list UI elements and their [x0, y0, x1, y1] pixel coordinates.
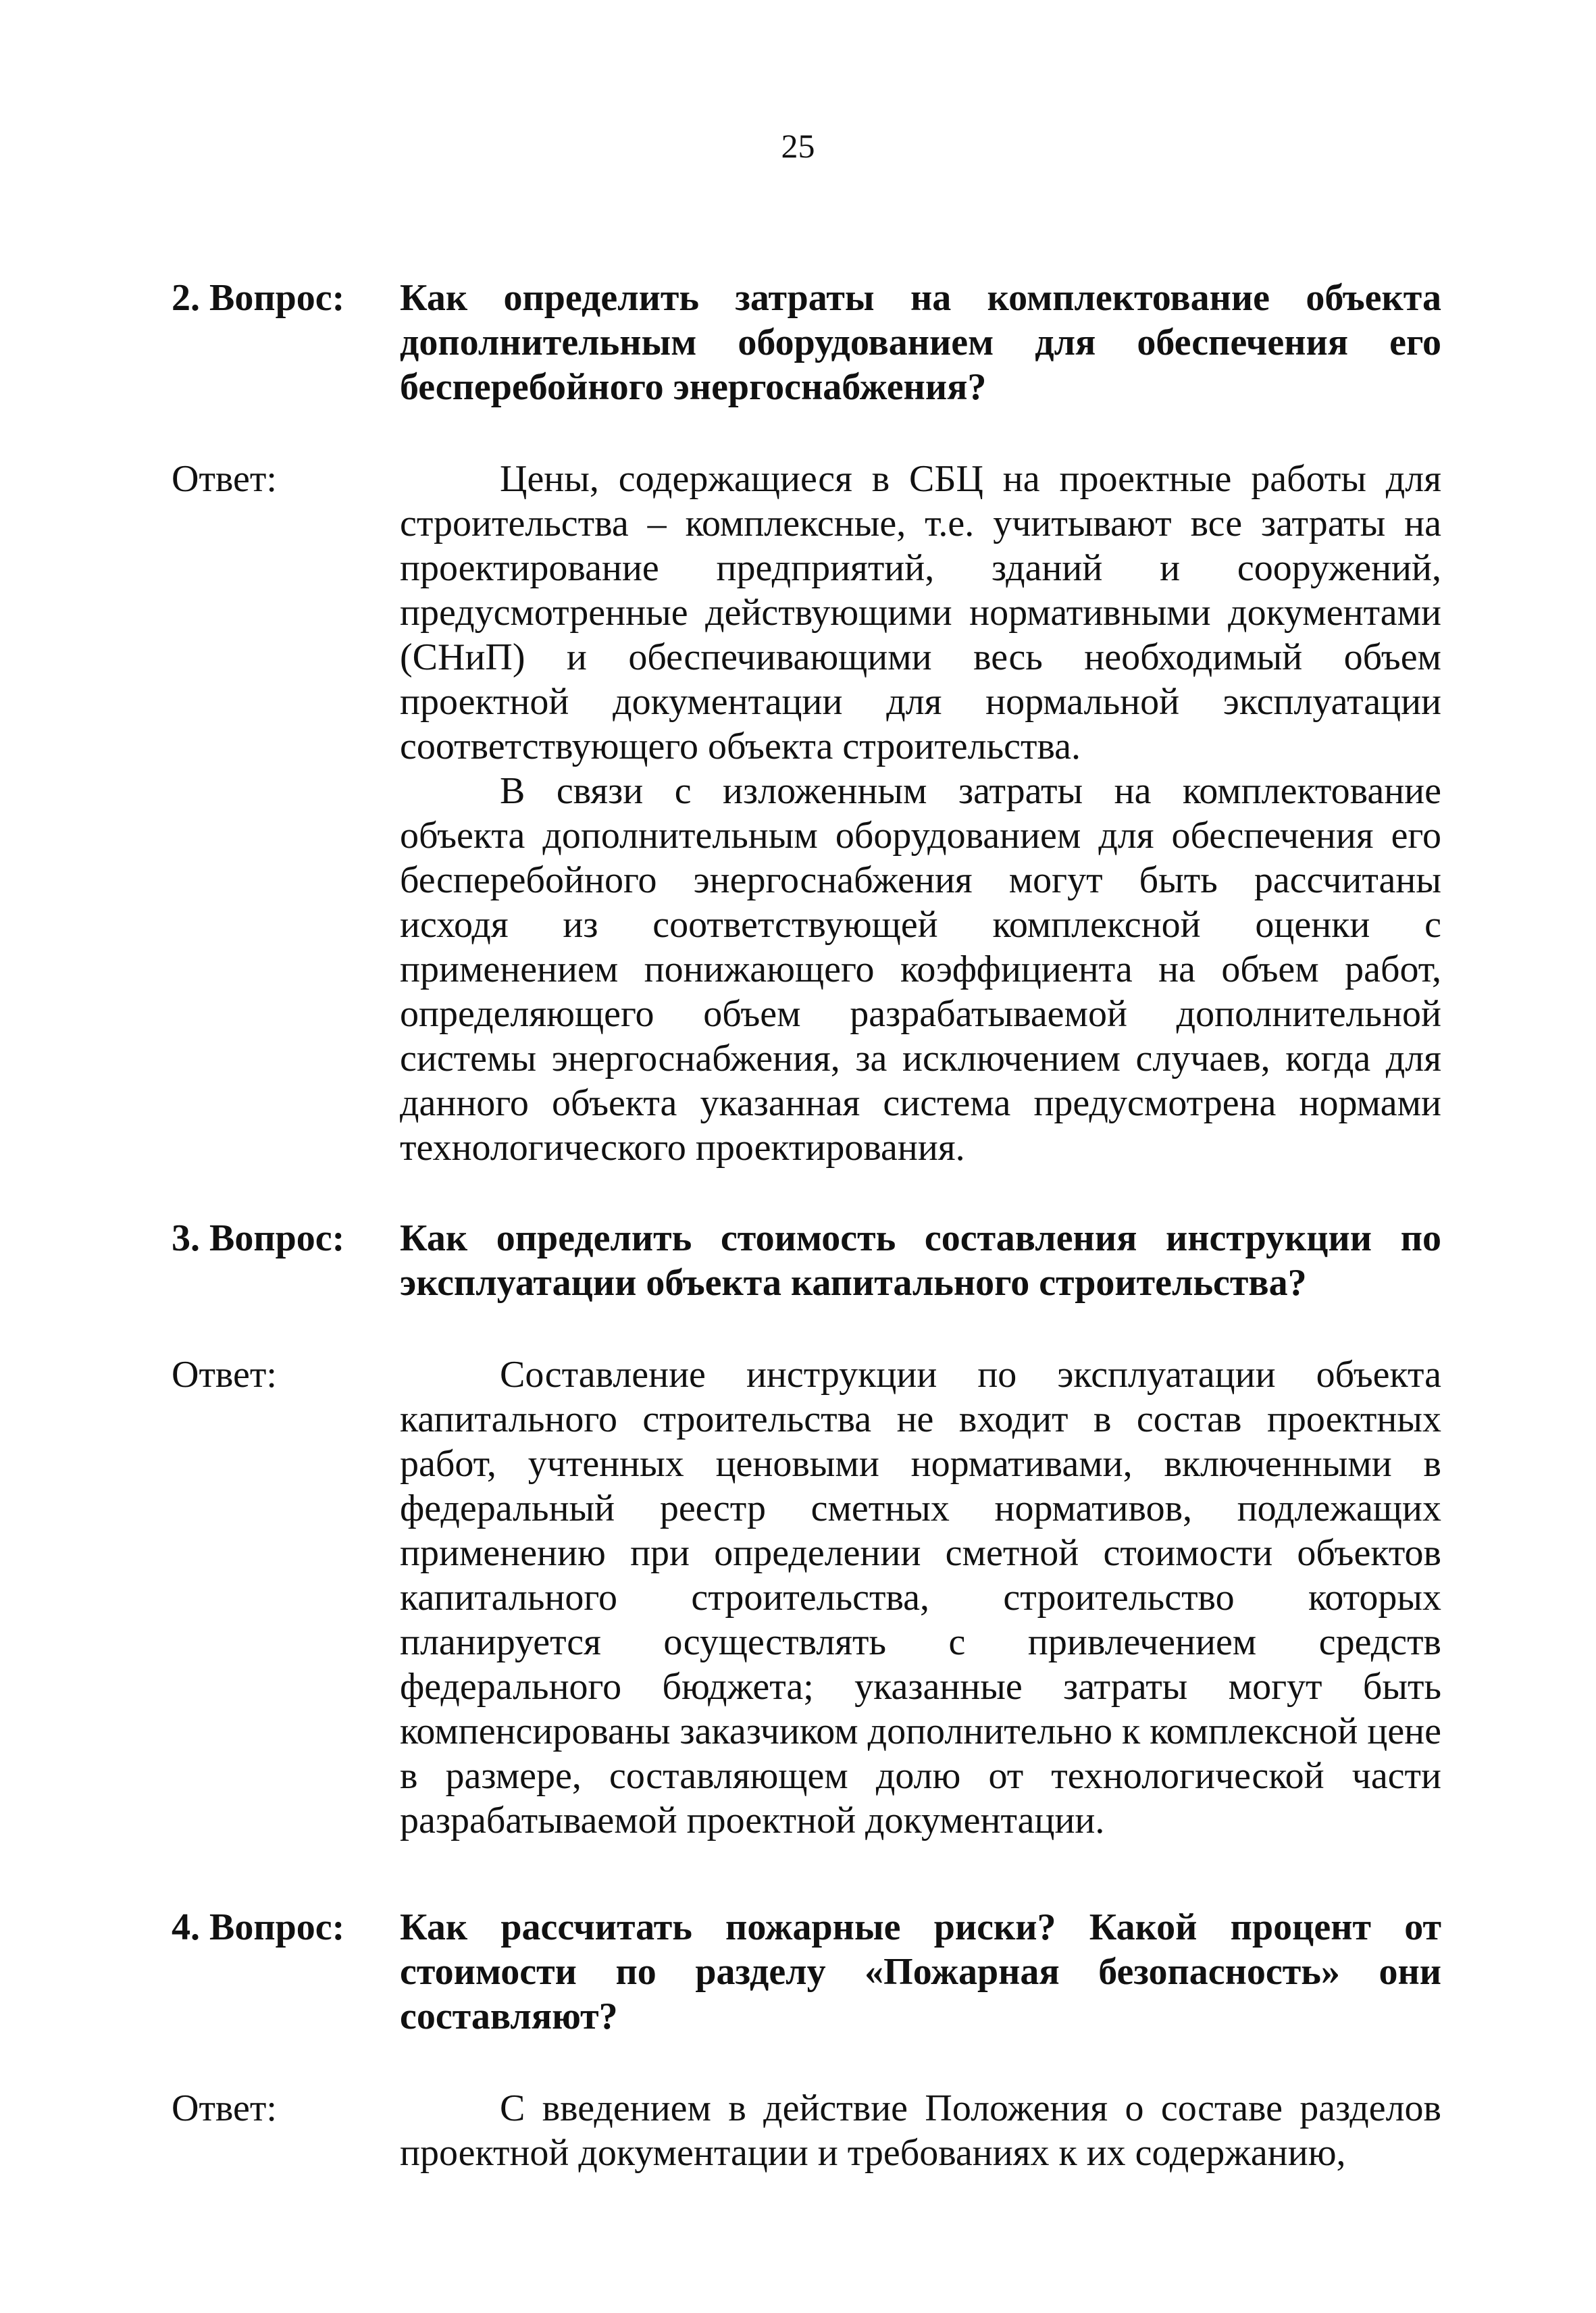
answer-label: Ответ:: [172, 458, 277, 500]
qa-block-4: [172, 1905, 1441, 2175]
answer-text: [400, 1352, 1441, 1843]
answer-label: Ответ:: [172, 2087, 277, 2129]
question-text: Как определить затраты на комплектование объекта дополнительным оборудованием для обеспечения его бесперебойного энергоснабжения?: [400, 277, 1441, 408]
question-row: [172, 1216, 1441, 1305]
answer-row: [172, 1352, 1441, 1843]
question-text: Как рассчитать пожарные риски? Какой процент от стоимости по разделу «Пожарная безопасность» они составляют?: [400, 1906, 1441, 2037]
question-text: Как определить стоимость составления инструкции по эксплуатации объекта капитального строительства?: [400, 1217, 1441, 1304]
question-row: [172, 1905, 1441, 2039]
answer-paragraph: Цены, содержащиеся в СБЦ на проектные работы для строительства – комплексные, т.е. учитывают все затраты на проектирование предприятий, зданий и сооружений, предусмотренные действующими нормативными документами (СНиП) и обеспечивающими весь необходимый объем проектной документации для нормальной эксплуатации соответствующего объекта строительства.: [400, 458, 1441, 767]
question-label: 4. Вопрос:: [172, 1906, 345, 1948]
question-label: 2. Вопрос:: [172, 277, 345, 319]
question-row: [172, 276, 1441, 409]
answer-row: [172, 457, 1441, 1170]
answer-text: [400, 457, 1441, 1170]
answer-text: [400, 2086, 1441, 2175]
qa-block-2: [172, 276, 1441, 1170]
answer-row: [172, 2086, 1441, 2175]
page-number: 25: [781, 127, 815, 165]
qa-block-3: [172, 1216, 1441, 1843]
question-label: 3. Вопрос:: [172, 1217, 345, 1259]
answer-label: Ответ:: [172, 1354, 277, 1396]
answer-paragraph: В связи с изложенным затраты на комплектование объекта дополнительным оборудованием для обеспечения его бесперебойного энергоснабжения могут быть рассчитаны исходя из соответствующей комплексной оценки с применением понижающего коэффициента на объем работ, определяющего объем разрабатываемой дополнительной системы энергоснабжения, за исключением случаев, когда для данного объекта указанная система предусмотрена нормами технологического проектирования.: [400, 770, 1441, 1169]
answer-paragraph: С введением в действие Положения о составе разделов проектной документации и требованиях к их содержанию,: [400, 2087, 1441, 2174]
answer-paragraph: Составление инструкции по эксплуатации объекта капитального строительства не входит в состав проектных работ, учтенных ценовыми нормативами, включенными в федеральный реестр сметных нормативов, подлежащих применению при определении сметной стоимости объектов капитального строительства, строительство которых планируется осуществлять с привлечением средств федерального бюджета; указанные затраты могут быть компенсированы заказчиком дополнительно к комплексной цене в размере, составляющем долю от технологической части разрабатываемой проектной документации.: [400, 1354, 1441, 1841]
